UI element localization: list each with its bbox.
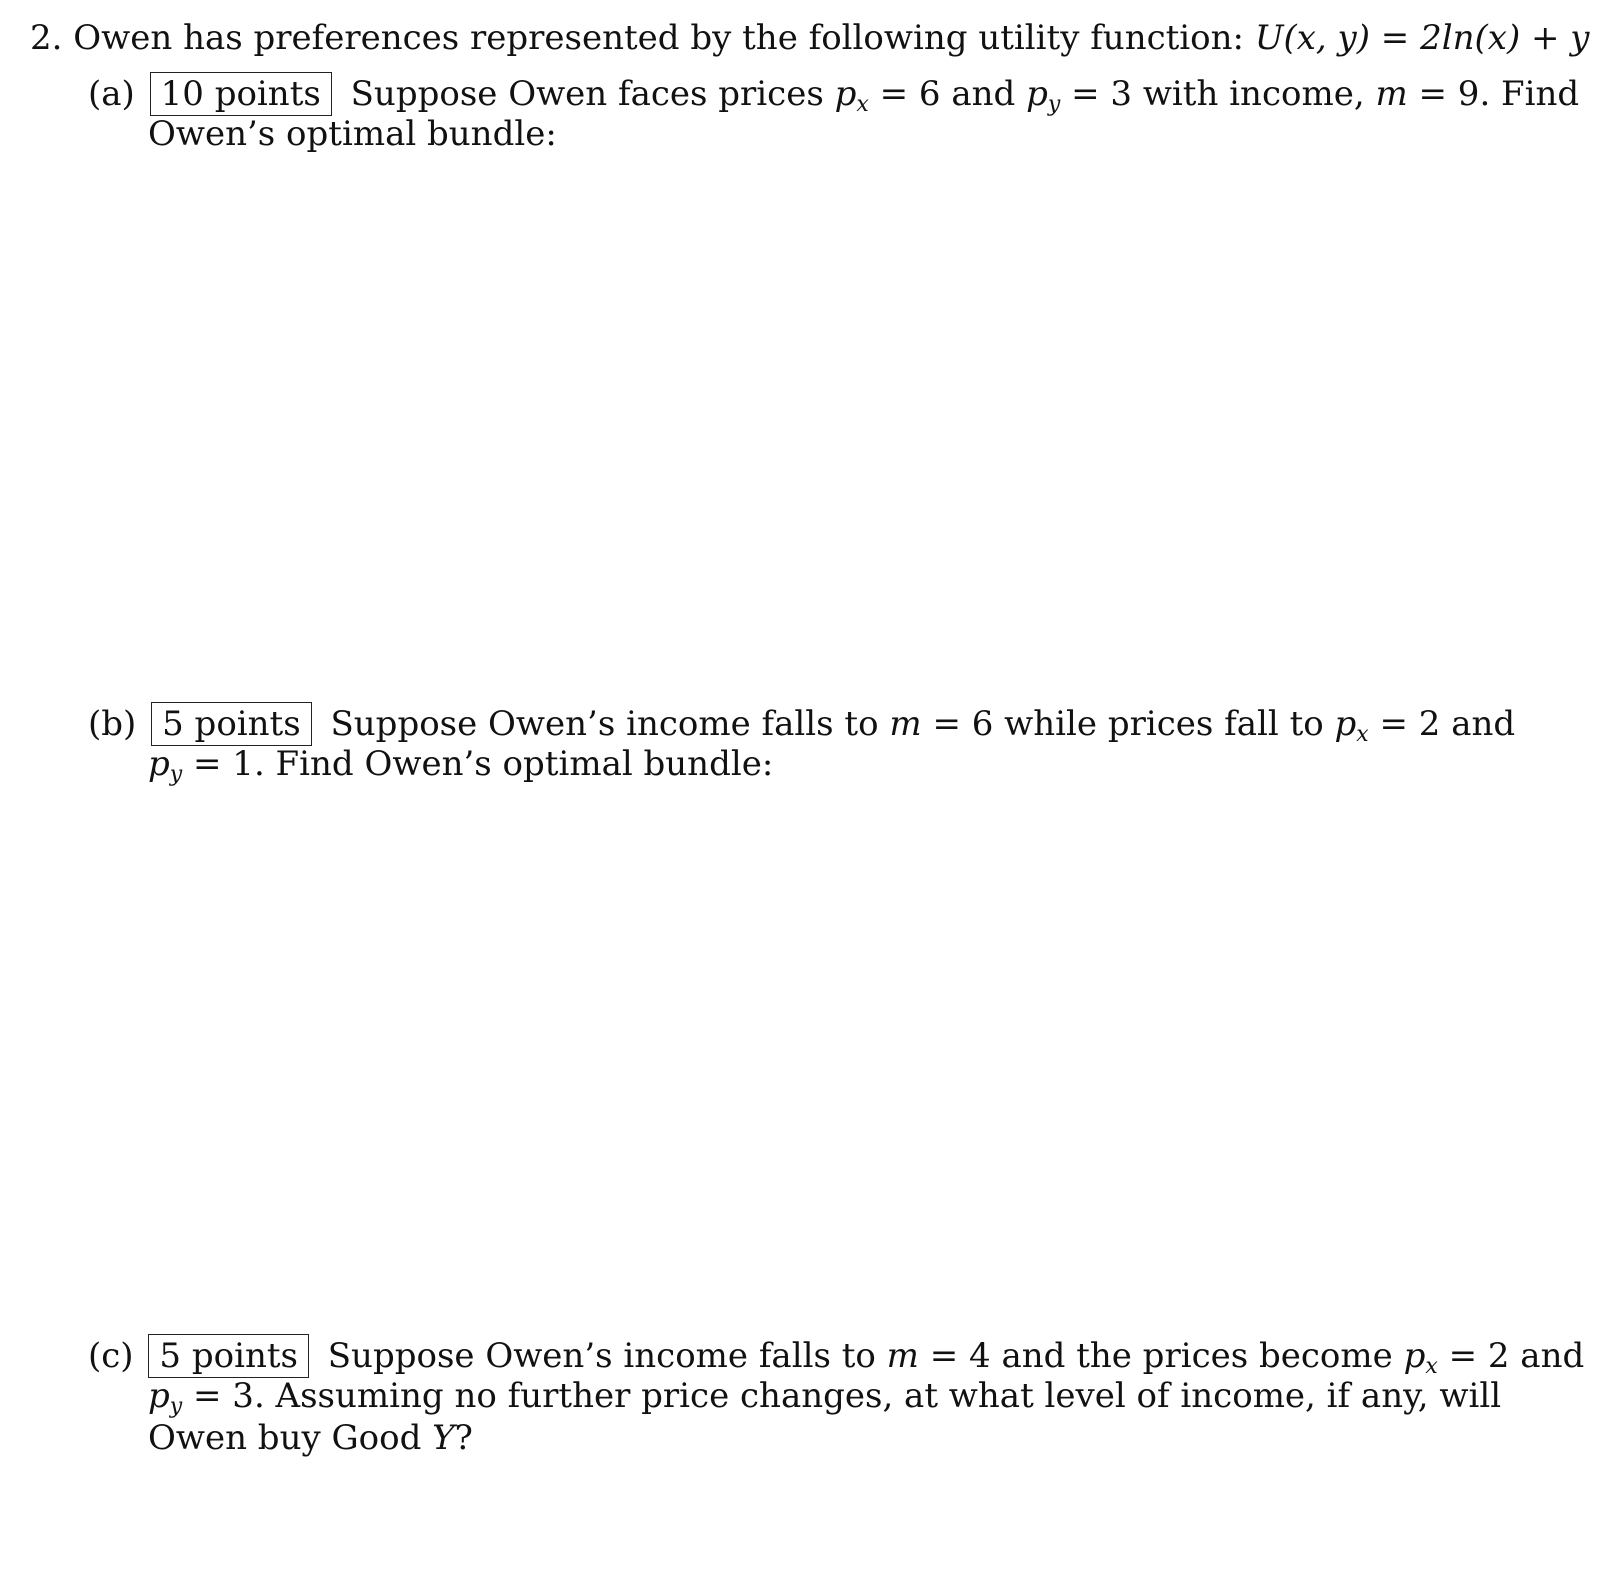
- part-b-text: Suppose Owen’s income falls to: [330, 704, 879, 744]
- question-intro: Owen has preferences represented by the following utility function:: [73, 18, 1244, 58]
- part-c-points-box: 5 points: [148, 1334, 309, 1378]
- part-a-px: = 6 and p: [879, 74, 1048, 114]
- part-a-text: Suppose Owen faces prices p: [350, 74, 857, 114]
- part-b-line2: $p_y = 1$. Find Owen’s optimal bundle:: [148, 744, 774, 787]
- part-a-py: = 3 with income,: [1071, 74, 1365, 114]
- part-c-qmark: ?: [454, 1418, 473, 1458]
- part-b-m: = 6 while prices fall to p: [932, 704, 1357, 744]
- part-a-line1: (a) 10 points Suppose Owen faces prices $p_x = 6$ and $p_y = 3$ with income, m = 9. Find: [88, 74, 1580, 117]
- part-c-label: (c): [88, 1336, 134, 1376]
- part-a-label: (a): [88, 74, 135, 114]
- part-b-px: = 2 and: [1379, 704, 1516, 744]
- price-symbol: p: [1334, 704, 1357, 744]
- part-c-text: Suppose Owen’s income falls to: [327, 1336, 876, 1376]
- price-symbol: p: [1026, 74, 1048, 114]
- part-b-label: (b): [88, 704, 137, 744]
- part-c-py: = 3. Assuming no further price changes, at what level of income, if any, will: [193, 1376, 1502, 1416]
- part-a-points-box: 10 points: [150, 72, 332, 116]
- part-c-line3: [148, 1418, 473, 1458]
- part-a-m: = 9. Find: [1418, 74, 1580, 114]
- part-c-px: = 2 and: [1448, 1336, 1585, 1376]
- part-b-line1: (b) 5 points Suppose Owen’s income falls to m = 6 while prices fall to $p_x = 2$ and: [88, 704, 1516, 747]
- price-symbol: p: [834, 74, 857, 114]
- part-b-py: = 1. Find Owen’s optimal bundle:: [193, 744, 774, 784]
- part-c-text3: Owen buy Good: [148, 1418, 422, 1458]
- utility-function: U(x, y) = 2ln(x) + y: [1254, 18, 1590, 58]
- part-c-good: Y: [432, 1418, 455, 1458]
- part-c-line1: (c) 5 points Suppose Owen’s income falls to m = 4 and the prices become $p_x = 2$ and: [88, 1336, 1585, 1379]
- part-c-line2: $p_y = 3$. Assuming no further price changes, at what level of income, if any, will: [148, 1376, 1502, 1419]
- price-symbol: p: [1403, 1336, 1426, 1376]
- question-number: 2.: [30, 18, 63, 58]
- part-c-m: = 4 and the prices become p: [929, 1336, 1426, 1376]
- part-b-points-box: 5 points: [151, 702, 312, 746]
- question-header: [30, 18, 1590, 58]
- part-a-line2: Owen’s optimal bundle:: [148, 114, 557, 154]
